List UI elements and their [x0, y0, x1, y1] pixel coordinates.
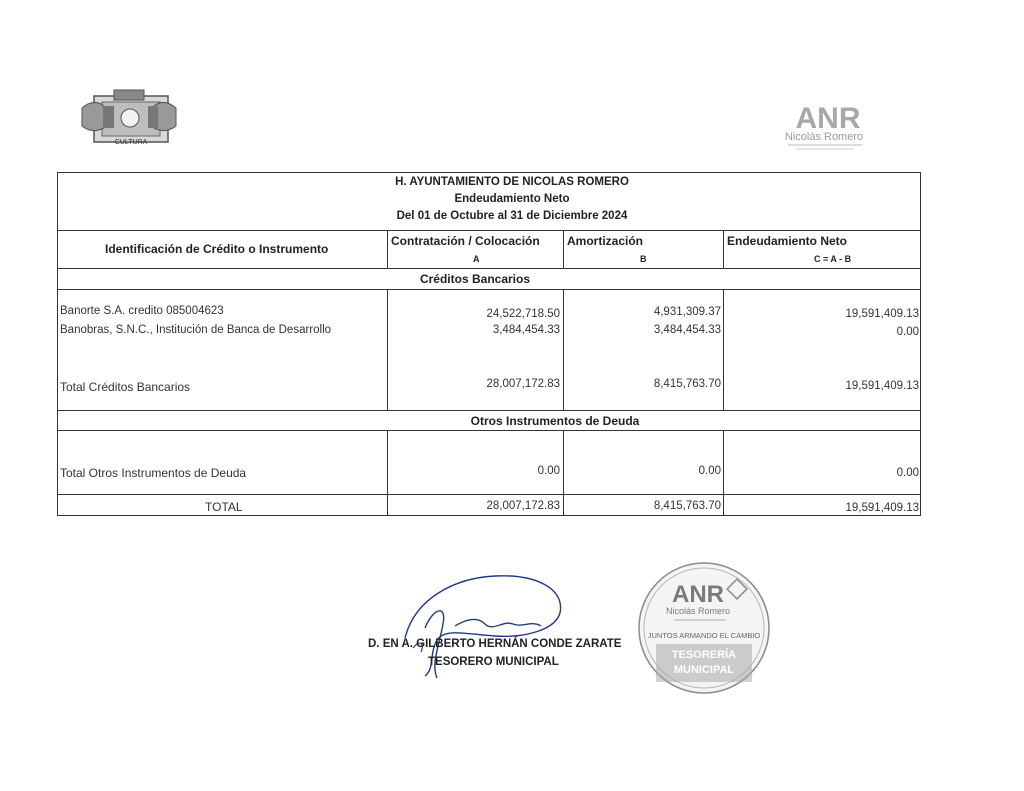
cell-total-bancarios-a: 28,007,172.83 [486, 378, 560, 390]
signatory-title: TESORERO MUNICIPAL [428, 656, 559, 668]
column-divider [387, 230, 388, 268]
column-header-contratacion: Contratación / Colocación [391, 234, 540, 248]
divider-line [57, 230, 921, 231]
cell-grand-total-a: 28,007,172.83 [486, 500, 560, 512]
seal-motto: JUNTOS ARMANDO EL CAMBIO [647, 631, 761, 640]
cell-banobras-c: 0.00 [896, 326, 919, 338]
divider-line [57, 410, 921, 411]
anr-nicolas-romero-logo [766, 98, 884, 156]
seal-brand-text: Nicolás Romero [665, 606, 731, 616]
column-header-amortizacion: Amortización [567, 234, 644, 248]
cell-banorte-b: 4,931,309.37 [653, 306, 721, 318]
column-divider [563, 430, 564, 516]
row-label-total-otros: Total Otros Instrumentos de Deuda [60, 466, 247, 480]
treasury-seal-stamp [636, 560, 772, 696]
document-report-title: Endeudamiento Neto [454, 193, 570, 205]
divider-line [57, 268, 921, 269]
anr-logo-text: ANR [795, 102, 861, 135]
cell-grand-total-b: 8,415,763.70 [653, 500, 721, 512]
row-label-banobras: Banobras, S.N.C., Institución de Banca de Desarrollo [60, 324, 332, 336]
divider-line [57, 289, 921, 290]
cell-grand-total-c: 19,591,409.13 [845, 502, 919, 514]
column-divider [387, 289, 388, 410]
column-divider [563, 289, 564, 410]
cell-total-otros-c: 0.00 [896, 467, 919, 479]
row-label-grand-total: TOTAL [205, 500, 243, 514]
signatory-name: D. EN A. GILBERTO HERNÁN CONDE ZARATE [368, 638, 622, 650]
cell-banorte-a: 24,522,718.50 [486, 308, 560, 320]
divider-line [57, 494, 921, 495]
municipal-emblem-logo [74, 88, 184, 148]
anr-logo-subtext: Nicolás Romero [784, 131, 864, 143]
cell-total-otros-b: 0.00 [698, 465, 721, 477]
seal-dept-line2: MUNICIPAL [673, 664, 735, 676]
cell-total-bancarios-c: 19,591,409.13 [845, 380, 919, 392]
cell-banorte-c: 19,591,409.13 [845, 308, 919, 320]
column-sub-b: B [640, 254, 647, 264]
cell-total-otros-a: 0.00 [537, 465, 560, 477]
column-divider [563, 230, 564, 268]
row-label-total-bancarios: Total Créditos Bancarios [60, 380, 191, 394]
column-header-endeudamiento: Endeudamiento Neto [727, 234, 848, 248]
document-entity-title: H. AYUNTAMIENTO DE NICOLAS ROMERO [395, 176, 629, 188]
column-sub-c: C = A - B [814, 254, 852, 264]
row-label-banorte: Banorte S.A. credito 085004623 [60, 305, 224, 317]
emblem-caption: CULTURA [114, 139, 148, 146]
divider-line [57, 430, 921, 431]
column-divider [387, 430, 388, 516]
column-header-identificacion: Identificación de Crédito o Instrumento [105, 242, 329, 256]
seal-logo-text: ANR [672, 581, 724, 608]
cell-banobras-a: 3,484,454.33 [492, 324, 560, 336]
column-sub-a: A [473, 254, 480, 264]
section-title-otros-instrumentos: Otros Instrumentos de Deuda [470, 414, 640, 428]
document-period: Del 01 de Octubre al 31 de Diciembre 2024 [396, 210, 628, 222]
seal-dept-line1: TESORERÍA [671, 649, 737, 661]
section-title-creditos-bancarios: Créditos Bancarios [419, 272, 531, 286]
column-divider [723, 230, 724, 268]
column-divider [723, 289, 724, 410]
column-divider [723, 430, 724, 516]
cell-total-bancarios-b: 8,415,763.70 [653, 378, 721, 390]
cell-banobras-b: 3,484,454.33 [653, 324, 721, 336]
